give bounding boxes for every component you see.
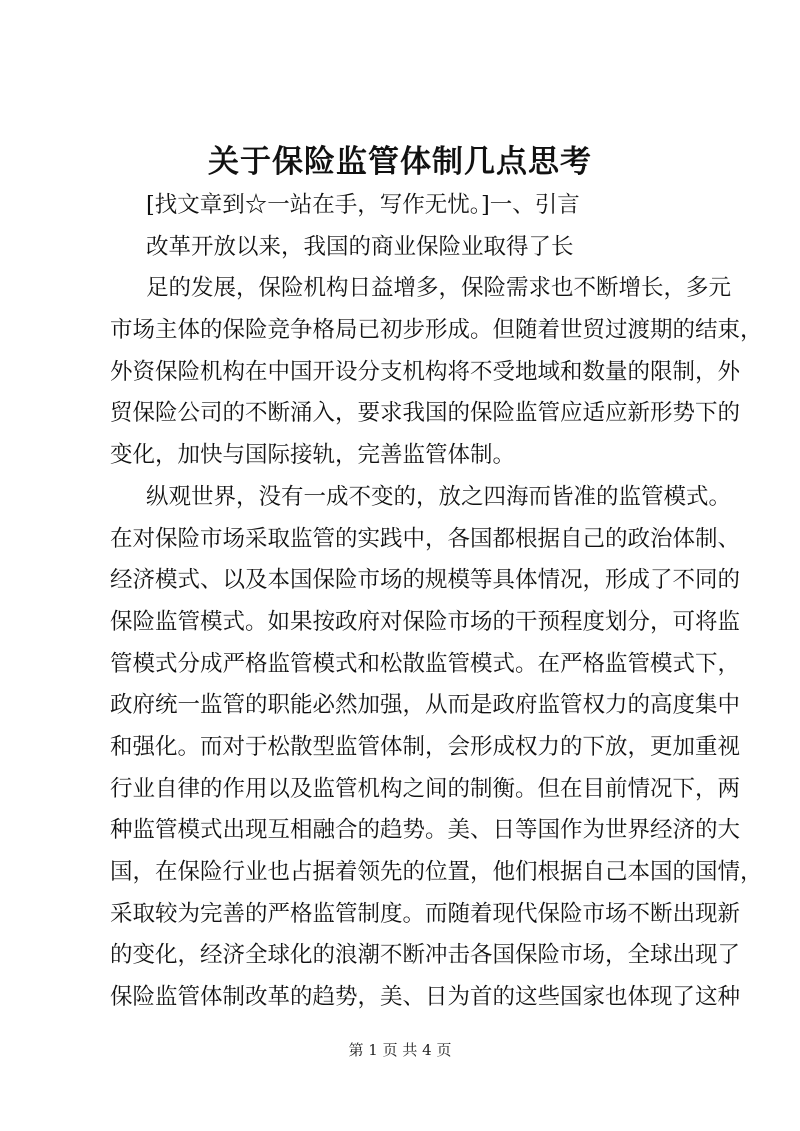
text-line: 种监管模式出现互相融合的趋势。美、日等国作为世界经济的大: [110, 817, 741, 844]
text-line: 经济模式、以及本国保险市场的规模等具体情况，形成了不同的: [110, 567, 741, 594]
text-line: 变化，加快与国际接轨，完善监管体制。: [110, 442, 516, 469]
text-line: 保险监管体制改革的趋势，美、日为首的这些国家也体现了这种: [110, 984, 741, 1011]
text-line: 采取较为完善的严格监管制度。而随着现代保险市场不断出现新: [110, 900, 741, 927]
text-line: 政府统一监管的职能必然加强，从而是政府监管权力的高度集中: [110, 692, 741, 719]
document-title: 关于保险监管体制几点思考: [208, 144, 592, 180]
text-line: 行业自律的作用以及监管机构之间的制衡。但在目前情况下，两: [110, 775, 741, 802]
document-body: [110, 185, 763, 1019]
text-line: 管模式分成严格监管模式和松散监管模式。在严格监管模式下，: [110, 650, 741, 677]
text-line: 和强化。而对于松散型监管体制，会形成权力的下放，更加重视: [110, 733, 741, 760]
page-number-footer: 第 1 页 共 4 页: [348, 1041, 452, 1059]
text-line: [找文章到☆一站在手，写作无忧。]一、引言: [146, 192, 580, 218]
text-line: 纵观世界，没有一成不变的，放之四海而皆准的监管模式。: [146, 483, 732, 510]
text-line: 国，在保险行业也占据着领先的位置，他们根据自己本国的国情，: [110, 859, 763, 885]
text-line: 的变化，经济全球化的浪潮不断冲击各国保险市场，全球出现了: [110, 942, 741, 969]
text-line: 在对保险市场采取监管的实践中，各国都根据自己的政治体制、: [110, 525, 741, 552]
text-line: 保险监管模式。如果按政府对保险市场的干预程度划分，可将监: [110, 608, 741, 635]
text-line: 足的发展，保险机构日益增多，保险需求也不断增长，多元: [146, 275, 732, 302]
text-line: 市场主体的保险竞争格局已初步形成。但随着世贸过渡期的结束，: [110, 317, 763, 344]
text-line: 外资保险机构在中国开设分支机构将不受地域和数量的限制，外: [110, 358, 741, 385]
text-line: 贸保险公司的不断涌入，要求我国的保险监管应适应新形势下的: [110, 400, 741, 427]
text-line: 改革开放以来，我国的商业保险业取得了长: [146, 233, 574, 260]
